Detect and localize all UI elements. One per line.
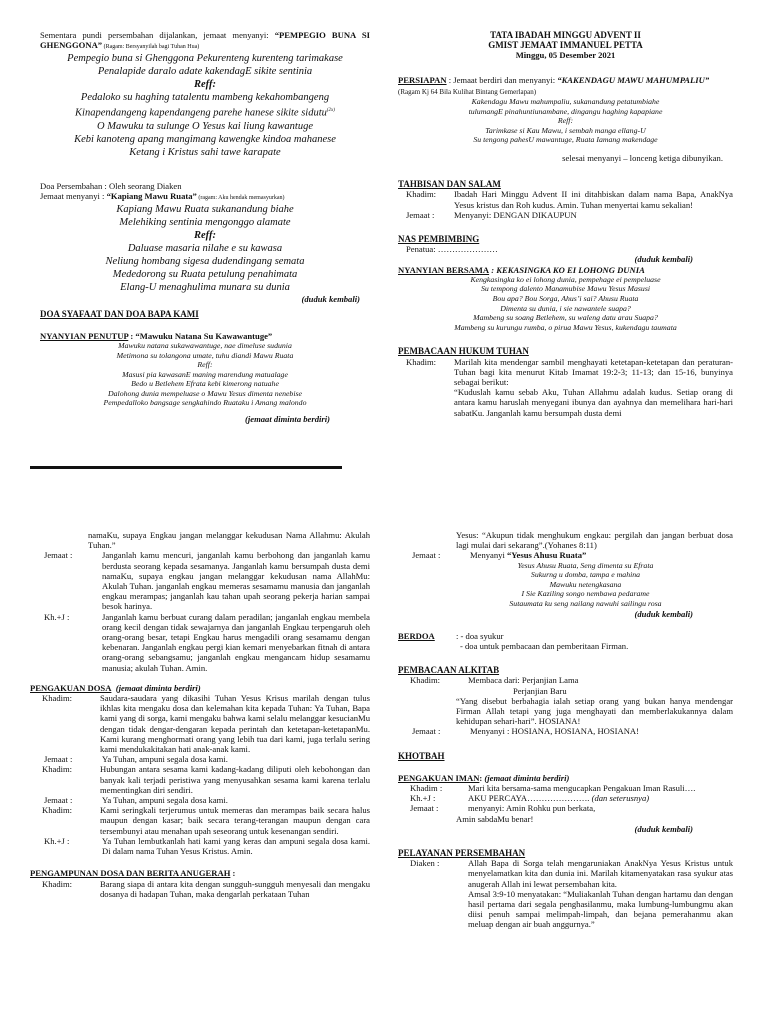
song-line: Pempegio buna si Ghenggona Pekurenteng kurenteng tarimakase: [67, 53, 343, 65]
refrain-label: Reff:: [194, 79, 216, 91]
speaker-label: Khadim :: [410, 783, 443, 794]
duduk-kembali-note: (duduk kembali): [634, 608, 693, 619]
jemaat-text: menyanyi: Amin Rohku pun berkata,: [468, 803, 596, 814]
refrain-line: Su tengong pahesU mawantuge, Ruata Iamang makendage: [473, 135, 658, 145]
tahbisan-text: Ibadah Hari Minggu Advent II ini ditahbiskan dalam nama Bapa, AnakNya Yesus kristus dan Roh kudus. Amin. Tuhan menyertai kamu sekalian!: [454, 189, 733, 210]
speaker-label: Khadim:: [42, 693, 73, 704]
yesus-quote: Yesus: “Akupun tidak menghukum engkau: pergilah dan jangan berbuat dosa lagi mulai dari sekarang”.(Yohanes 8:11): [456, 530, 733, 551]
nyanyian-bersama-title: : KEKASINGKA KO EI LOHONG DUNIA: [489, 264, 645, 275]
song-line: Sukurng u domba, tampa e mahina: [530, 570, 641, 580]
page-subtitle: GMIST JEMAAT IMMANUEL PETTA: [488, 40, 643, 51]
refrain-line: Masusi pia kawasanE maning marendung matualage: [122, 369, 288, 379]
top-right-column: [398, 30, 733, 418]
speaker-label: Jemaat :: [44, 550, 73, 561]
song-line: Mambeng su soang Betlehem, su waleng datu arau Suapa?: [473, 313, 658, 323]
section-nyanyian-penutup: NYANYIAN PENUTUP: [40, 330, 129, 341]
refrain-label: Reff:: [194, 230, 216, 242]
song-line: Sutaumata ku seng nailang nawuhi sailingu rosa: [509, 598, 662, 608]
amsal-quote: Amsal 3:9-10 menyatakan: “Muliakanlah Tuhan dengan hartamu dan dengan hasil pertama dari segala penghasilanmu, maka lumbung-lumbungmu akan diisi penuh sampai melimpah-limpah, dan bejana pemerahanmu akan meluap dengan air buah anggurnya.”: [468, 888, 733, 930]
jemaat-text: Ya Tuhan, ampuni segala dosa kami.: [102, 795, 228, 806]
refrain-line: Ketang i Kristus sahi tawe karapate: [129, 146, 281, 158]
khadim-text: Kami seringkali terjerumus untuk memeras dan merampas baik secara halus maupun dengan kasar; baik secara terang-terangan maupun dengan cara tersembunyi atau menahan upah seseorang untuk kesenangan sendiri.: [100, 805, 370, 836]
bottom-right-column: [398, 530, 733, 930]
song-line: Mambeng su kurungu rumba, o pirua Mawu Yesus, kukendagu taumata: [454, 322, 677, 332]
hukum-continuation: namaKu, supaya Engkau jangan melanggar kekudusan Nama Allahmu: Akulah Tuhan.”: [88, 530, 370, 551]
song-line: I Sie Kaziling songo nembawa pedarame: [521, 589, 650, 599]
persiapan-text: : Jemaat berdiri dan menyanyi:: [446, 74, 558, 85]
refrain-line: Kebi kanoteng apang mangimang kawengke kindoa mahanese: [74, 133, 336, 145]
speaker-label: Khadim:: [406, 189, 437, 200]
song-line: Dimenta su dunia, i sie nawantele suapa?: [500, 303, 631, 313]
song-line: Kengkasingka ko ei lohong dunia, pempehage ei pempeluase: [470, 274, 661, 284]
tahbisan-jemaat: Menyanyi: DENGAN DIKAUPUN: [454, 209, 577, 220]
persiapan-song-lines: [398, 97, 733, 145]
intro-song-note: (Ragam: Bersyanyilah bagi Tuhan Hua): [102, 44, 200, 51]
jemaat-menyanyi-label: Jemaat menyanyi :: [40, 191, 107, 202]
speaker-label: Khadim:: [42, 764, 73, 775]
song-line: Su tempong dalento Manamubise Mawu Yesus Masusi: [480, 284, 651, 294]
jemaat-text: Menyanyi : HOSIANA, HOSIANA, HOSIANA!: [470, 726, 640, 737]
persiapan-song: “KAKENDAGU MAWU MAHUMPALIU”: [557, 74, 710, 85]
song2-title: “Kapiang Mawu Ruata”: [106, 191, 197, 202]
refrain-line: Mededorong su Ruata petulung penahimata: [112, 269, 298, 281]
section-pengampunan: PENGAMPUNAN DOSA DAN BERITA ANUGERAH: [30, 868, 231, 879]
section-pengakuan-iman: PENGAKUAN IMAN: [398, 772, 480, 783]
song-line: Penalapide daralo adate kakendagE sikite sentinia: [97, 66, 313, 78]
selesai-note: selesai menyanyi – lonceng ketiga dibunyikan.: [562, 152, 723, 163]
speaker-label: Jemaat :: [410, 803, 439, 814]
refrain-line: Pempedalloko bangsage sengkahindo Ruataku i Amang malondo: [103, 398, 307, 408]
bottom-left-column: [30, 530, 370, 899]
jemaat-text: Janganlah kamu mencuri, janganlah kamu berbohong dan janganlah kamu berdusta seorang kepada sesamanya. Janganlah kamu bersumpah dusta demi namaKu, supaya engkau jangan melanggar kekudusan nama AllahMu: Akulah Tuhan. janganlah engkau memeras sesamamu manusia dan janganlah engkau merampas; janganlah kau tahan upah seorang pekerja harian sampai besok harinya.: [102, 550, 370, 612]
refrain-line: Neliung hombang sigesa dudendingang semata: [105, 256, 305, 268]
song-lines-1: [40, 52, 370, 159]
repeat-note: (2x): [326, 108, 335, 114]
penatua-line: Penatua: …………………: [406, 244, 498, 255]
menyanyi-label: Menyanyi: [470, 550, 507, 561]
refrain-line: Pedaloko su haghing tatalentu mambeng kekahombangeng: [80, 92, 330, 104]
berdoa-item: : - doa syukur: [456, 630, 504, 641]
song-title: “Yesus Ahusu Ruata”: [507, 550, 587, 561]
hukum-quote: “Kuduslah kamu sebab Aku, Tuhan Allahmu adalah kudus. Setiap orang di antara kamu haruslah menyegani ibunya dan ayahnya dan memelihara hari-hari sabatKu. Janganlah kamu bersumpah dusta demi: [454, 387, 733, 418]
song-line: Bou apa? Bou Sorga, Ahus’i sai? Ahusu Ruata: [492, 294, 639, 303]
jemaat-text: Amin sabdaMu benar!: [456, 813, 534, 824]
section-hukum-tuhan: PEMBACAAN HUKUM TUHAN: [398, 346, 529, 357]
alkitab-reading: Perjanjian Baru: [513, 685, 567, 696]
speaker-label: Kh.+J :: [44, 835, 70, 846]
jemaat-berdiri-note: (jemaat diminta berdiri): [245, 414, 330, 425]
song-lines: [398, 561, 733, 609]
section-doa-syafaat: DOA SYAFAAT DAN DOA BAPA KAMI: [40, 308, 199, 319]
refrain-line: Daluase masaria nilahe e su kawasa: [127, 243, 283, 255]
speaker-label: Kh.+J :: [44, 611, 70, 622]
top-divider-line: [30, 466, 342, 469]
song-line: Mawuku netengkasana: [549, 579, 622, 589]
song-line: Metimona su tolangona umate, tuhu diandi Mawu Ruata: [116, 350, 294, 360]
top-left-column: [40, 30, 370, 424]
section-tahbisan: TAHBISAN DAN SALAM: [398, 179, 501, 190]
speaker-label: Khadim:: [42, 878, 73, 889]
khadim-text: Hubungan antara sesama kami kadang-kadang diliputi oleh kebohongan dan banyak kali terjadi peristiwa yang menyusahkan sesama kami karena terlalu mementingkan diri sendiri.: [100, 764, 370, 795]
speaker-label: Jemaat :: [412, 726, 441, 737]
duduk-kembali-note: (duduk kembali): [634, 254, 693, 265]
khadim-jemaat-text: Ya Tuhan lembutkanlah hati kami yang keras dan ampuni segala dosa kami. Di dalam nama Tuhan Yesus Kristus. Amin.: [102, 835, 370, 857]
song-lines-3: [40, 341, 370, 408]
section-pengakuan-dosa: PENGAKUAN DOSA: [30, 682, 112, 693]
refrain-line: Bedo u Betlehem Efrata kebi kimerong natuahe: [131, 379, 279, 389]
iman-colon: :: [479, 772, 485, 783]
song-line: Kapiang Mawu Ruata sukanandung biahe: [116, 204, 294, 216]
penutup-song-title: : “Mawuku Natana Su Kawawantuge”: [128, 330, 273, 341]
jemaat-text: Ya Tuhan, ampuni segala dosa kami.: [102, 754, 228, 765]
speaker-label: Jemaat :: [406, 209, 435, 220]
persiapan-note: (Ragam Kj 64 Bila Kulihat Bintang Gemerlapan): [398, 87, 537, 96]
song-line: Melehiking sentinia mengonggo alamate: [119, 217, 291, 229]
duduk-kembali-note: (duduk kembali): [634, 823, 693, 834]
khadim-text: Saudara-saudara yang dikasihi Tuhan Yesus Krisus marilah dengan tulus ikhlas kita mengaku dosa dan kelemahan kita kepada Tuhan: Ya Tuhan, Bapa kami yang di sorga, kami mengaku bahwa kami selalu melanggar kesucianMu dengan tidak dengar-dengaran kepada perintah dan ketetapan-ketetapanMu. Kami kurang menghormati orang yang lebih tua dari kami, juga terlalu sering kami mendukakitakan hati anak-anak kami.: [100, 693, 370, 755]
song-line: Kakendagu Mawu mahumpaliu, sukanandung petatumbiahe: [471, 97, 660, 107]
section-nas-pembimbing: NAS PEMBIMBING: [398, 234, 480, 244]
iman-note: (jemaat diminta berdiri): [484, 772, 570, 783]
khadim-text: Mari kita bersama-sama mengucapkan Pengakuan Iman Rasuli….: [468, 783, 696, 794]
khadim-text: Barang siapa di antara kita dengan sungguh-sungguh menyesali dan mengaku dosanya di hadapan Tuhan, maka dengarlah perkataan Tuhan: [100, 878, 370, 899]
section-persiapan: PERSIAPAN: [398, 74, 447, 85]
hukum-text: Marilah kita mendengar sambil menghayati ketetapan-ketetapan dan peraturan-Tuhan bagi kita menurut Kitab Imamat 19:2-3; 11-13; dan 15-16, bunyinya sebagai berikut:: [454, 356, 733, 387]
song-line: Yesus Ahusu Ruata, Seng dimenta su Efrata: [517, 560, 654, 570]
speaker-label: Diaken :: [410, 858, 440, 869]
song-line: tulumangE pinahuntiunambane, dingangu haghing kapapiane: [468, 106, 663, 116]
khadim-jemaat-text: AKU PERCAYA………………….: [468, 793, 592, 804]
song-line: Mawuku natana sukawawantuge, nae dimeluse sudunia: [118, 340, 292, 350]
pengakuan-note: (jemaat diminta berdiri): [115, 682, 201, 693]
duduk-kembali-note: (duduk kembali): [301, 294, 360, 305]
speaker-label: Khadim:: [410, 675, 441, 686]
refrain-line: Elang-U menaghulima munara su dunia: [120, 282, 290, 294]
page-title: TATA IBADAH MINGGU ADVENT II: [490, 30, 641, 40]
song-lines-2: [40, 203, 370, 294]
speaker-label: Jemaat :: [44, 795, 73, 806]
refrain-line: Tarimkase si Kau Mawu, i sembah manga ellang-U: [485, 125, 646, 135]
nyanyian-bersama-lines: [398, 275, 733, 333]
pengampunan-colon: :: [230, 868, 236, 879]
pelayanan-text: Allah Bapa di Sorga telah mengaruniakan AnakNya Yesus Kristus untuk menyelamatkan kita dan dunia ini. Marilah kitamenyatakan rasa syukur atas anugerah Allah ini lewat persembahan kita.: [468, 858, 733, 889]
refrain-line: O Mawuku ta sulunge O Yesus kai liung kawantuge: [96, 120, 314, 132]
section-berdoa: BERDOA: [398, 630, 435, 641]
refrain-label: Reff:: [557, 116, 574, 126]
section-khotbah: KHOTBAH: [398, 750, 445, 761]
service-date: Minggu, 05 Desember 2021: [515, 50, 616, 61]
speaker-label: Jemaat :: [44, 754, 73, 765]
refrain-label: Reff:: [197, 360, 213, 370]
refrain-line: Kinapendangeng kapendangeng parehe hanese sikite sidutu: [75, 107, 327, 119]
berdoa-item: - doa untuk pembacaan dan pemberitaan Firman.: [460, 640, 629, 651]
section-nyanyian-bersama: NYANYIAN BERSAMA: [398, 264, 490, 275]
refrain-line: Dalohong dunia mempeluase o Mawu Yesus dimenta nenebise: [108, 388, 302, 398]
speaker-label: Kh.+J :: [410, 793, 436, 804]
intro-text: Sementara pundi persembahan dijalankan, jemaat menyanyi:: [40, 30, 275, 40]
doa-persembahan: Doa Persembahan : Oleh seorang Diaken: [40, 180, 182, 191]
khadim-jemaat-text: Janganlah kamu berbuat curang dalam peradilan; janganlah engkau membela orang kecil dengan tidak sewajarnya dan janganlah Engkau terpengaruh oleh orang-orang besar, tetapi Engkau harus mengadili orang sesamamu dengan kebenaran. Janganlah engkau pergi kian kemari menyebarkan fitnah di antara orang-orang sebangsamu; janganlah engkau mengancam hidup sesamamu manusia; akulah Tuhan. Amin.: [102, 611, 370, 673]
song2-note: (ragam: Aku hendak memasyurkan): [196, 195, 285, 202]
intro-song-title: “PEMPEGIO BUNA SI GHENGGONA”: [40, 30, 370, 51]
section-pelayanan-persembahan: PELAYANAN PERSEMBAHAN: [398, 848, 526, 859]
speaker-label: Jemaat :: [412, 550, 441, 561]
alkitab-reading: Membaca dari: Perjanjian Lama: [468, 675, 579, 686]
offering-intro: [40, 30, 370, 52]
dan-seterusnya-note: (dan seterusnya): [591, 793, 650, 804]
alkitab-quote: “Yang disebut berbahagia ialah setiap orang yang bukan hanya mendengar Firman Allah tetapi yang juga menghayati dan memberlakukannya dalam kehidupan sehari-hari”. HOSIANA!: [456, 695, 733, 727]
section-pembacaan-alkitab: PEMBACAAN ALKITAB: [398, 665, 500, 676]
speaker-label: Khadim:: [42, 805, 73, 816]
speaker-label: Khadim:: [406, 356, 437, 367]
